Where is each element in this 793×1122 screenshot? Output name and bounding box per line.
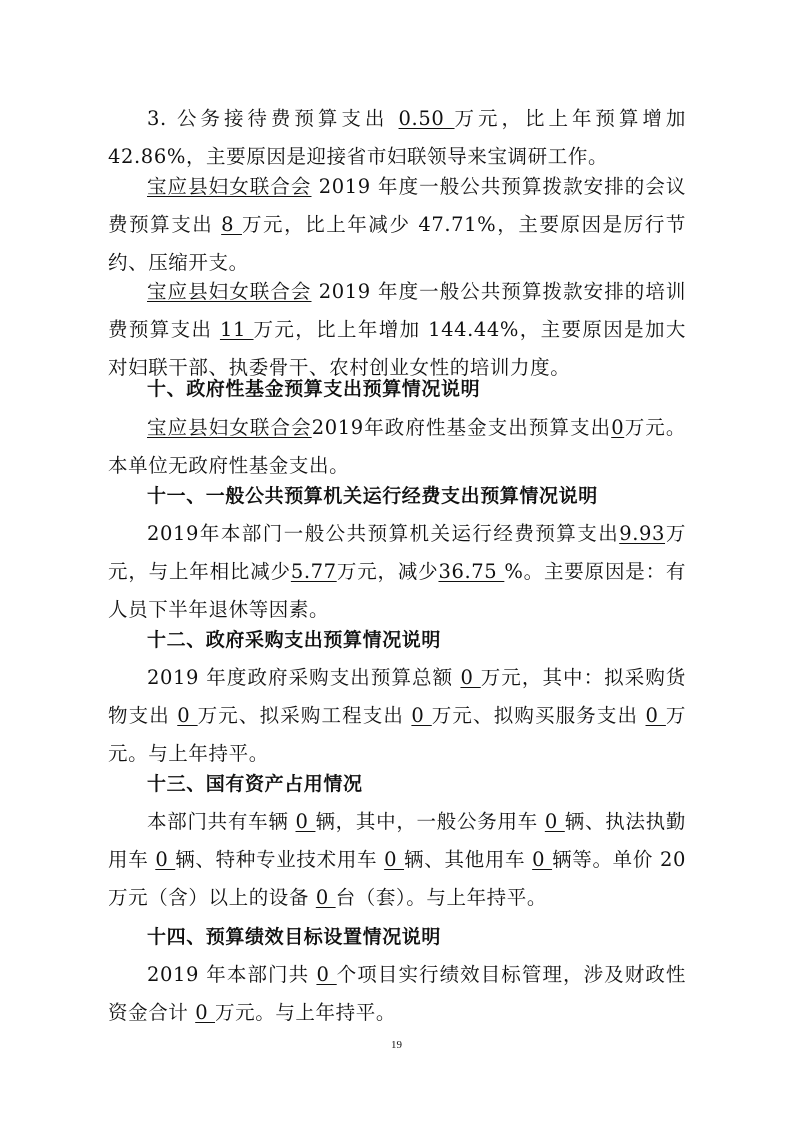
underlined-amount: 0 bbox=[460, 666, 481, 689]
text-run: 2019 年本部门共 bbox=[147, 963, 317, 986]
underlined-amount: 11 bbox=[219, 318, 254, 341]
text-run: 2019 年度政府采购支出预算总额 bbox=[147, 666, 461, 689]
text-run: 台（套）。与上年持平。 bbox=[335, 886, 547, 909]
underlined-amount: 0 bbox=[195, 1001, 216, 1024]
text-run: 2019年政府性基金支出预算支出 bbox=[311, 416, 612, 439]
text-run: 个项目实行绩效目标管理，涉及财政性资金合计 bbox=[108, 963, 686, 1024]
text-run: 万元，比上年减少 47.71%，主要原因是厉行节约、压缩开支。 bbox=[108, 213, 687, 274]
underlined-percent: 36.75 bbox=[438, 560, 505, 583]
paragraph-procurement bbox=[108, 659, 686, 773]
underlined-amount: 0.50 bbox=[398, 107, 455, 130]
section-heading-10: 十、政府性基金预算支出预算情况说明 bbox=[147, 378, 481, 400]
text-run: 万元，减少 bbox=[336, 560, 439, 583]
underlined-count: 0 bbox=[155, 848, 176, 871]
underlined-count: 0 bbox=[384, 848, 405, 871]
underlined-count: 0 bbox=[295, 810, 316, 833]
text-run: 万元、拟购买服务支出 bbox=[431, 704, 646, 727]
text-run: 辆，其中，一般公务用车 bbox=[315, 810, 545, 833]
underlined-amount: 0 bbox=[645, 704, 666, 727]
paragraph-state-assets bbox=[108, 803, 686, 917]
text-run: 2019 年度一般公共预算拨款安排的培训费预算支出 bbox=[108, 280, 686, 341]
text-run: 辆、其他用车 bbox=[404, 848, 533, 871]
text-run: 万元、拟采购工程支出 bbox=[197, 704, 412, 727]
underlined-org-name: 宝应县妇女联合会 bbox=[147, 416, 312, 439]
text-run: 万元，其中：拟采购货物支出 bbox=[108, 666, 686, 727]
text-run: 辆、特种专业技术用车 bbox=[175, 848, 385, 871]
text-run: 万元。与上年持平。 bbox=[215, 1001, 396, 1024]
section-heading-13: 十三、国有资产占用情况 bbox=[147, 773, 363, 795]
text-run: 万元。本单位无政府性基金支出。 bbox=[108, 416, 686, 477]
underlined-amount: 0 bbox=[411, 704, 432, 727]
text-run: 2019年本部门一般公共预算机关运行经费预算支出 bbox=[147, 522, 620, 545]
section-heading-11: 十一、一般公共预算机关运行经费支出预算情况说明 bbox=[147, 485, 598, 507]
underlined-amount: 5.77 bbox=[290, 560, 337, 583]
paragraph-meeting-expense bbox=[108, 168, 686, 282]
paragraph-operating-expense bbox=[108, 515, 686, 629]
text-run: 万元，比上年预算增加 42.86%，主要原因是迎接省市妇联领导来宝调研工作。 bbox=[108, 107, 686, 168]
underlined-count: 0 bbox=[315, 886, 336, 909]
underlined-amount: 0 bbox=[611, 416, 625, 439]
underlined-amount: 9.93 bbox=[619, 522, 666, 545]
text-run: 2019 年度一般公共预算拨款安排的会议费预算支出 bbox=[108, 175, 686, 236]
underlined-count: 0 bbox=[544, 810, 565, 833]
text-run: 万元，与上年相比减少 bbox=[108, 522, 686, 583]
paragraph-government-fund bbox=[108, 409, 686, 485]
text-run: 3. 公务接待费预算支出 bbox=[147, 107, 399, 130]
text-run: 万元。与上年持平。 bbox=[108, 704, 686, 765]
underlined-amount: 8 bbox=[221, 213, 242, 236]
underlined-count: 0 bbox=[532, 848, 553, 871]
text-run: 辆等。单价 20 万元（含）以上的设备 bbox=[108, 848, 686, 909]
page-number: 19 bbox=[391, 1039, 402, 1051]
section-heading-14: 十四、预算绩效目标设置情况说明 bbox=[147, 926, 442, 948]
paragraph-performance-targets bbox=[108, 956, 686, 1032]
underlined-count: 0 bbox=[316, 963, 337, 986]
paragraph-reception-expense bbox=[108, 100, 686, 176]
text-run: %。主要原因是：有人员下半年退休等因素。 bbox=[108, 560, 686, 621]
underlined-org-name: 宝应县妇女联合会 bbox=[147, 175, 312, 198]
underlined-amount: 0 bbox=[177, 704, 198, 727]
section-heading-12: 十二、政府采购支出预算情况说明 bbox=[147, 629, 442, 651]
text-run: 本部门共有车辆 bbox=[147, 810, 296, 833]
text-run: 万元，比上年增加 144.44%，主要原因是加大对妇联干部、执委骨干、农村创业女性的培训力度。 bbox=[108, 318, 687, 379]
text-run: 辆、执法执勤用车 bbox=[108, 810, 687, 871]
underlined-org-name: 宝应县妇女联合会 bbox=[147, 280, 312, 303]
